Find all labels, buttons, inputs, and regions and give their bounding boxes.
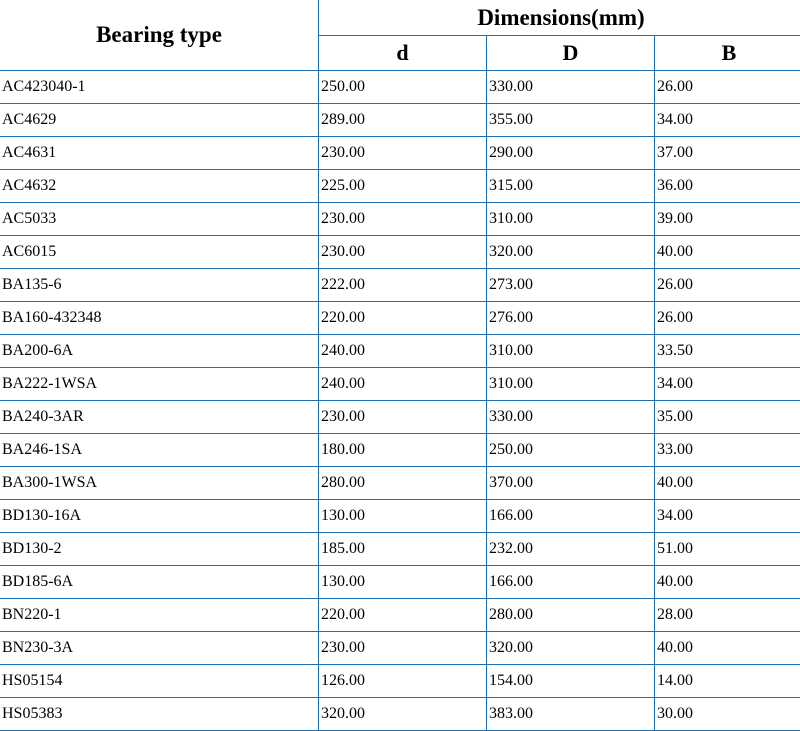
dimension-d-cell: 220.00	[319, 599, 487, 632]
table-row	[0, 269, 800, 302]
dimension-D-cell: 166.00	[487, 566, 655, 599]
table-row	[0, 71, 800, 104]
dimension-D-cell: 310.00	[487, 335, 655, 368]
dimension-D-cell: 330.00	[487, 71, 655, 104]
dimension-B-cell: 26.00	[655, 71, 800, 104]
bearing-type-cell: BN220-1	[0, 599, 319, 632]
table-row	[0, 599, 800, 632]
bearing-type-cell: AC5033	[0, 203, 319, 236]
dimension-B-cell: 36.00	[655, 170, 800, 203]
table-row	[0, 335, 800, 368]
dimension-d-cell: 180.00	[319, 434, 487, 467]
dimension-D-cell: 276.00	[487, 302, 655, 335]
dimension-d-cell: 289.00	[319, 104, 487, 137]
dimension-B-cell: 33.00	[655, 434, 800, 467]
dimension-B-cell: 26.00	[655, 302, 800, 335]
bearing-type-cell: AC423040-1	[0, 71, 319, 104]
dimension-d-cell: 230.00	[319, 401, 487, 434]
bearing-type-cell: AC4631	[0, 137, 319, 170]
dimension-D-cell: 330.00	[487, 401, 655, 434]
dimension-D-cell: 273.00	[487, 269, 655, 302]
dimension-d-cell: 222.00	[319, 269, 487, 302]
column-header-d: d	[319, 36, 487, 71]
bearing-type-cell: BA160-432348	[0, 302, 319, 335]
bearing-type-cell: BA200-6A	[0, 335, 319, 368]
dimension-B-cell: 34.00	[655, 368, 800, 401]
bearing-type-cell: AC4632	[0, 170, 319, 203]
dimension-d-cell: 250.00	[319, 71, 487, 104]
dimension-B-cell: 40.00	[655, 566, 800, 599]
dimension-D-cell: 315.00	[487, 170, 655, 203]
dimension-B-cell: 40.00	[655, 236, 800, 269]
dimension-d-cell: 240.00	[319, 368, 487, 401]
bearing-type-cell: HS05383	[0, 698, 319, 731]
bearing-type-cell: BA135-6	[0, 269, 319, 302]
table-row	[0, 104, 800, 137]
dimension-D-cell: 154.00	[487, 665, 655, 698]
table-row	[0, 434, 800, 467]
dimension-d-cell: 230.00	[319, 632, 487, 665]
dimension-B-cell: 34.00	[655, 104, 800, 137]
dimension-d-cell: 130.00	[319, 566, 487, 599]
dimension-d-cell: 240.00	[319, 335, 487, 368]
bearing-type-cell: BA300-1WSA	[0, 467, 319, 500]
dimension-B-cell: 37.00	[655, 137, 800, 170]
table-row	[0, 368, 800, 401]
dimension-d-cell: 130.00	[319, 500, 487, 533]
table-row	[0, 203, 800, 236]
table-row	[0, 170, 800, 203]
dimension-B-cell: 33.50	[655, 335, 800, 368]
table-row	[0, 500, 800, 533]
bearing-type-cell: AC4629	[0, 104, 319, 137]
dimension-B-cell: 51.00	[655, 533, 800, 566]
bearing-type-cell: BA222-1WSA	[0, 368, 319, 401]
dimension-d-cell: 230.00	[319, 137, 487, 170]
dimension-D-cell: 290.00	[487, 137, 655, 170]
dimension-d-cell: 225.00	[319, 170, 487, 203]
bearing-type-cell: BA240-3AR	[0, 401, 319, 434]
dimension-d-cell: 185.00	[319, 533, 487, 566]
dimension-d-cell: 230.00	[319, 236, 487, 269]
dimension-D-cell: 250.00	[487, 434, 655, 467]
table-row	[0, 632, 800, 665]
column-header-D: D	[487, 36, 655, 71]
bearing-type-cell: BD130-2	[0, 533, 319, 566]
dimension-B-cell: 40.00	[655, 467, 800, 500]
bearing-type-cell: BD130-16A	[0, 500, 319, 533]
dimension-B-cell: 14.00	[655, 665, 800, 698]
table-row	[0, 401, 800, 434]
dimension-D-cell: 320.00	[487, 236, 655, 269]
table-row	[0, 566, 800, 599]
dimension-B-cell: 35.00	[655, 401, 800, 434]
header-row-top	[0, 0, 800, 36]
table-row	[0, 698, 800, 731]
dimension-D-cell: 370.00	[487, 467, 655, 500]
dimensions-header: Dimensions(mm)	[319, 0, 800, 36]
table-row	[0, 665, 800, 698]
table-row	[0, 533, 800, 566]
bearing-type-cell: BN230-3A	[0, 632, 319, 665]
table-row	[0, 137, 800, 170]
bearing-type-cell: HS05154	[0, 665, 319, 698]
table-row	[0, 467, 800, 500]
dimension-D-cell: 232.00	[487, 533, 655, 566]
table-body	[0, 71, 800, 731]
dimension-d-cell: 320.00	[319, 698, 487, 731]
dimension-B-cell: 26.00	[655, 269, 800, 302]
dimension-d-cell: 220.00	[319, 302, 487, 335]
dimension-D-cell: 280.00	[487, 599, 655, 632]
dimension-B-cell: 30.00	[655, 698, 800, 731]
dimension-B-cell: 39.00	[655, 203, 800, 236]
dimension-d-cell: 230.00	[319, 203, 487, 236]
bearing-type-cell: AC6015	[0, 236, 319, 269]
bearing-type-header: Bearing type	[0, 0, 319, 71]
dimension-D-cell: 166.00	[487, 500, 655, 533]
dimension-d-cell: 126.00	[319, 665, 487, 698]
dimension-B-cell: 40.00	[655, 632, 800, 665]
table-row	[0, 302, 800, 335]
table-header	[0, 0, 800, 71]
dimension-D-cell: 320.00	[487, 632, 655, 665]
table-row	[0, 236, 800, 269]
dimension-D-cell: 310.00	[487, 203, 655, 236]
dimension-D-cell: 383.00	[487, 698, 655, 731]
column-header-B: B	[655, 36, 800, 71]
dimension-D-cell: 310.00	[487, 368, 655, 401]
dimension-d-cell: 280.00	[319, 467, 487, 500]
dimension-B-cell: 28.00	[655, 599, 800, 632]
bearing-type-cell: BA246-1SA	[0, 434, 319, 467]
bearing-type-cell: BD185-6A	[0, 566, 319, 599]
dimension-B-cell: 34.00	[655, 500, 800, 533]
dimension-D-cell: 355.00	[487, 104, 655, 137]
